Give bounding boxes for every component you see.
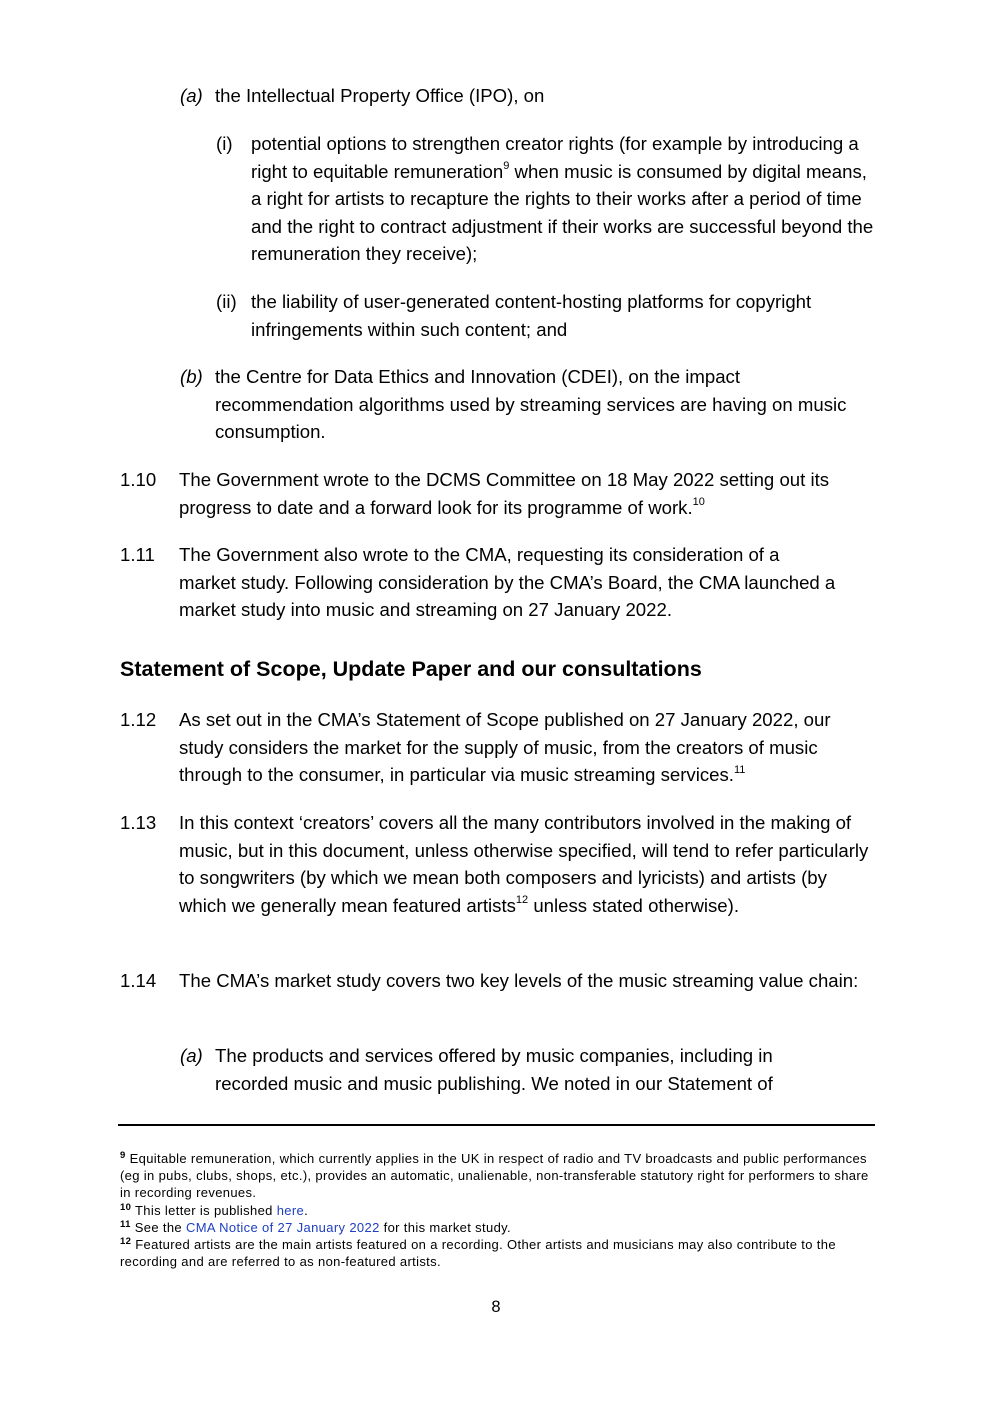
footnote-ref-9[interactable]: 9 (503, 160, 510, 173)
paragraph-number: 1.14 (120, 970, 157, 991)
footnote-ref-12[interactable]: 12 (515, 894, 529, 907)
footnote-number: 10 (120, 1201, 132, 1213)
here-link[interactable]: here (276, 1203, 305, 1218)
footnote-number: 9 (120, 1149, 126, 1161)
item-a-ii-text: the liability of user-generated content-hosting platforms for copyright infringements within such content; and (251, 291, 812, 340)
paragraph-text: The CMA’s market study covers two key levels of the music streaming value chain: (179, 970, 859, 991)
item-a-text: the Intellectual Property Office (IPO), on (215, 85, 545, 106)
footnote-text-end: . (304, 1203, 309, 1218)
footnote-12 (120, 1236, 880, 1270)
footnote-9 (120, 1150, 880, 1202)
paragraph-1-13-text-after: unless stated otherwise). (528, 894, 740, 916)
footnote-divider (118, 1124, 875, 1126)
footnote-number: 11 (120, 1218, 131, 1230)
footnote-number: 12 (120, 1235, 132, 1247)
paragraph-number: 1.12 (120, 709, 157, 730)
footnote-text: See the (130, 1220, 186, 1235)
page-number: 8 (491, 1298, 501, 1316)
item-b-text: the Centre for Data Ethics and Innovation (CDEI), on the impact recommendation algorithms used by streaming services are having on music consumption. (215, 366, 847, 442)
section-heading: Statement of Scope, Update Paper and our consultations (120, 657, 702, 681)
paragraph-text (179, 809, 874, 919)
item-a-label: (a) (180, 85, 203, 106)
paragraph-text (179, 706, 869, 789)
paragraph-text (179, 466, 869, 521)
item-1-14-a-label: (a) (180, 1045, 203, 1066)
footnote-text-end: for this market study. (379, 1220, 512, 1235)
footnote-text: Equitable remuneration, which currently applies in the UK in respect of radio and TV broadcasts and public performances (eg in pubs, clubs, shops, etc.), provides an automatic, unalienable, non-transferable statutory right for performers to share in recording revenues. (120, 1151, 869, 1201)
footnote-text: Featured artists are the main artists featured on a recording. Other artists and musicians may also contribute to the recording and are referred to as non-featured artists. (120, 1237, 836, 1270)
footnote-10 (120, 1202, 880, 1219)
footnote-11 (120, 1219, 880, 1236)
item-b-label: (b) (180, 366, 203, 387)
item-a-i-text (251, 130, 881, 268)
paragraph-1-12-text: As set out in the CMA’s Statement of Scope published on 27 January 2022, our study considers the market for the supply of music, from the creators of music through to the consumer, in particular via music streaming services. (179, 709, 831, 785)
paragraph-number: 1.10 (120, 469, 157, 490)
footnote-ref-11[interactable]: 11 (733, 763, 746, 776)
paragraph-1-10-text: The Government wrote to the DCMS Committee on 18 May 2022 setting out its progress to date and a forward look for its programme of work. (179, 469, 830, 518)
item-a-i-text-after: when music is consumed by digital means, a right for artists to recapture the rights to their works after a period of time and the right to contract adjustment if their works are successful beyond the remuneration they receive); (251, 160, 874, 264)
footnote-ref-10[interactable]: 10 (692, 496, 705, 509)
item-1-14-a-text: The products and services offered by music companies, including in recorded music and music publishing. We noted in our Statement of (215, 1045, 773, 1094)
item-a-i-text-before: potential options to strengthen creator rights (for example by introducing a right to equitable remuneration (251, 133, 859, 182)
paragraph-text: The Government also wrote to the CMA, requesting its consideration of a market study. Following consideration by the CMA’s Board, the CMA launched a market study into music and streaming on 27 January 2022. (179, 544, 836, 620)
cma-notice-link[interactable]: CMA Notice of 27 January 2022 (185, 1220, 380, 1235)
paragraph-number: 1.13 (120, 812, 157, 833)
footnote-text: This letter is published (131, 1203, 277, 1218)
item-a-i-label: (i) (216, 133, 233, 154)
item-a-ii-label: (ii) (216, 291, 237, 312)
paragraph-number: 1.11 (120, 544, 155, 565)
paragraph-1-13-text-before: In this context ‘creators’ covers all the many contributors involved in the making of music, but in this document, unless otherwise specified, will tend to refer particularly to songwriters (by which we mean both composers and lyricists) and artists (by which we generally mean featured artists (179, 812, 869, 916)
